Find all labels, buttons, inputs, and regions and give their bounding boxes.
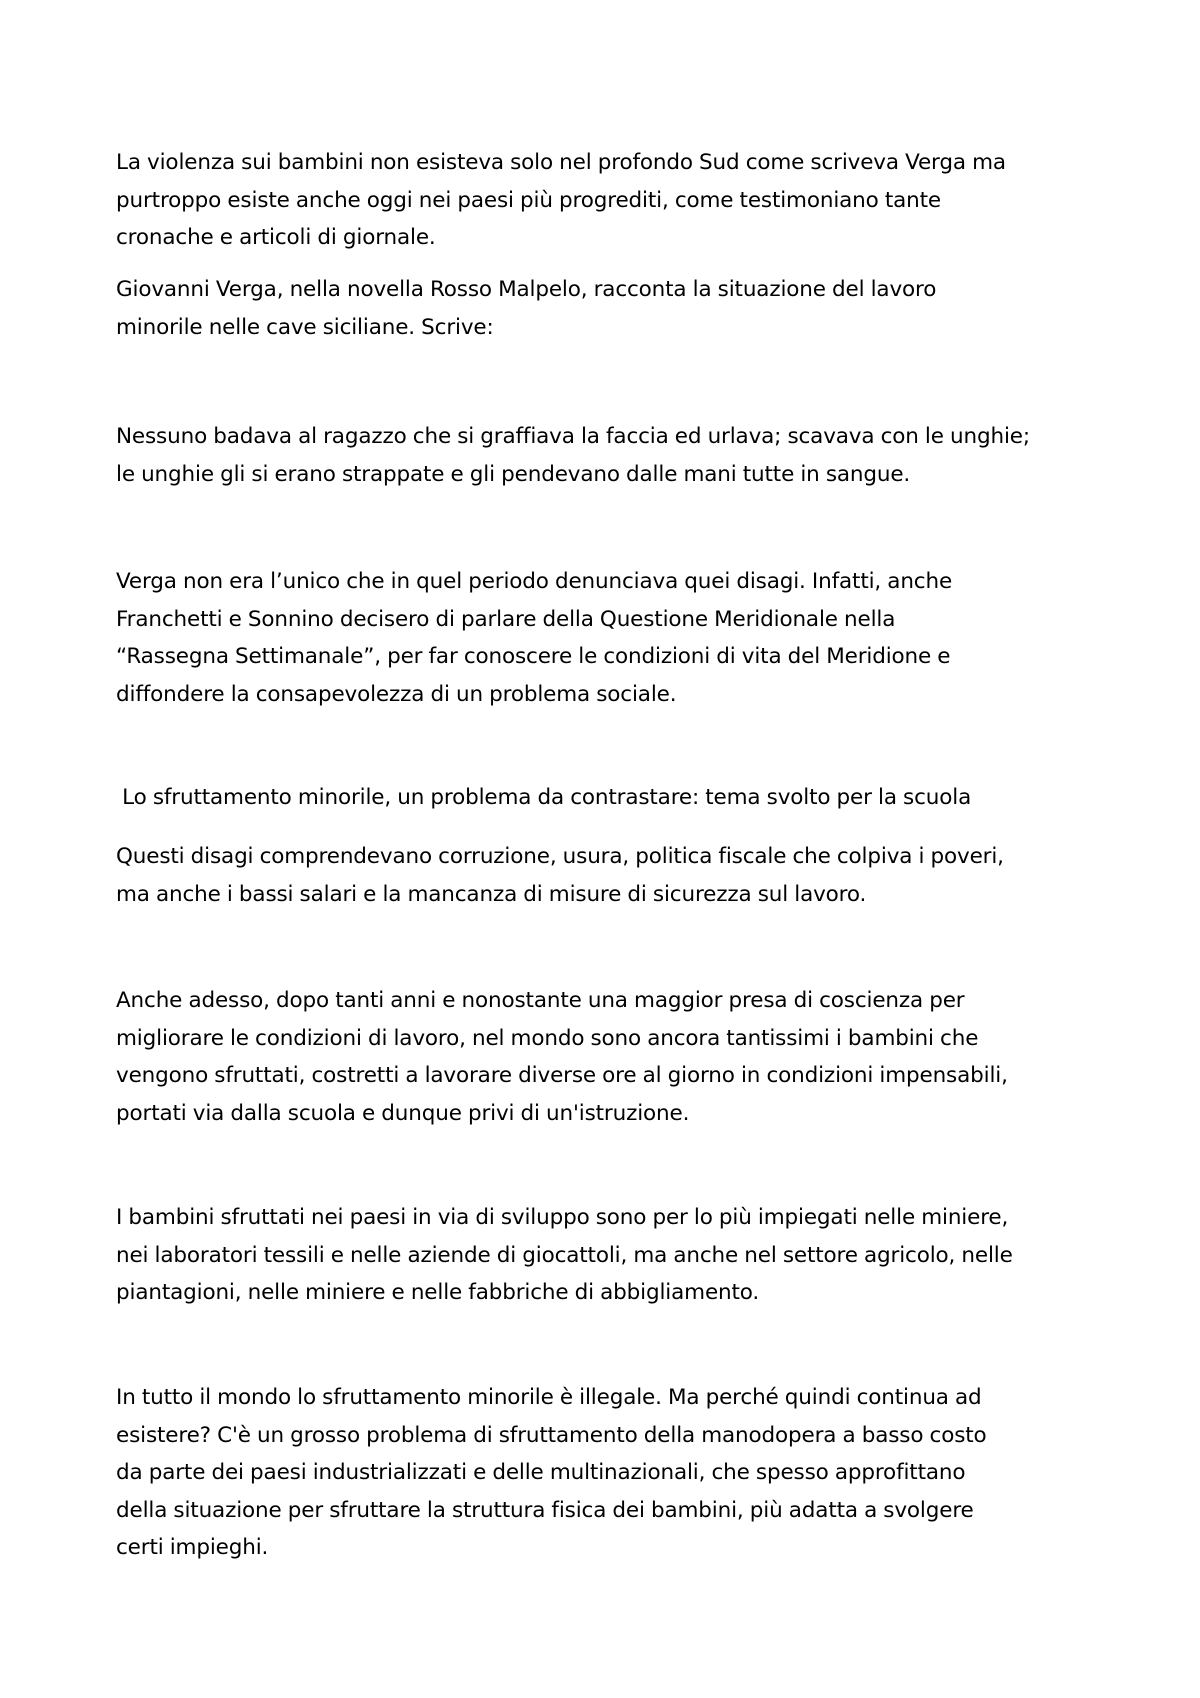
paragraph-bambini-sfruttati: [116, 1199, 1116, 1312]
text-line: Lo sfruttamento minorile, un problema da contrastare: tema svolto per la scuola: [116, 785, 972, 810]
text-line: purtroppo esiste anche oggi nei paesi più progrediti, come testimoniano tante: [116, 187, 941, 213]
text-line: nei laboratori tessili e nelle aziende di giocattoli, ma anche nel settore agricolo, nelle: [116, 1242, 1013, 1268]
text-line: I bambini sfruttati nei paesi in via di sviluppo sono per lo più impiegati nelle miniere,: [116, 1205, 1009, 1230]
paragraph-anche-adesso: [116, 982, 1116, 1132]
text-line: cronache e articoli di giornale.: [116, 225, 436, 250]
text-line: le unghie gli si erano strappate e gli pendevano dalle mani tutte in sangue.: [116, 461, 911, 487]
text-line: migliorare le condizioni di lavoro, nel mondo sono ancora tantissimi i bambini che: [116, 1025, 979, 1051]
text-line: piantagioni, nelle miniere e nelle fabbriche di abbigliamento.: [116, 1280, 760, 1305]
text-line: Anche adesso, dopo tanti anni e nonostante una maggior presa di coscienza per: [116, 988, 965, 1013]
paragraph-quote: [116, 418, 1116, 493]
paragraph-disagi: [116, 838, 1116, 913]
text-line: Verga non era l’unico che in quel periodo denunciava quei disagi. Infatti, anche: [116, 569, 953, 594]
text-line: minorile nelle cave siciliane. Scrive:: [116, 314, 494, 340]
text-line: Franchetti e Sonnino decisero di parlare della Questione Meridionale nella: [116, 606, 896, 632]
text-line: diffondere la consapevolezza di un problema sociale.: [116, 681, 677, 707]
text-line: portati via dalla scuola e dunque privi di un'istruzione.: [116, 1100, 690, 1126]
paragraph-illegale: [116, 1379, 1116, 1567]
text-line: vengono sfruttati, costretti a lavorare diverse ore al giorno in condizioni impensabili,: [116, 1063, 1008, 1088]
text-line: certi impieghi.: [116, 1535, 269, 1560]
text-line: La violenza sui bambini non esisteva solo nel profondo Sud come scriveva Verga ma: [116, 150, 1006, 175]
text-line: della situazione per sfruttare la struttura fisica dei bambini, più adatta a svolgere: [116, 1497, 974, 1523]
text-line: Giovanni Verga, nella novella Rosso Malpelo, racconta la situazione del lavoro: [116, 277, 937, 302]
paragraph-intro: [116, 144, 1116, 257]
paragraph-verga: [116, 271, 1116, 346]
text-line: Nessuno badava al ragazzo che si graffiava la faccia ed urlava; scavava con le unghie;: [116, 424, 1030, 449]
text-line: ma anche i bassi salari e la mancanza di misure di sicurezza sul lavoro.: [116, 881, 867, 907]
paragraph-title-line: [116, 779, 1116, 817]
text-line: “Rassegna Settimanale”, per far conoscere le condizioni di vita del Meridione e: [116, 644, 951, 669]
text-line: da parte dei paesi industrializzati e delle multinazionali, che spesso approfittano: [116, 1460, 966, 1485]
paragraph-franchetti: [116, 563, 1116, 713]
text-line: esistere? C'è un grosso problema di sfruttamento della manodopera a basso costo: [116, 1422, 987, 1448]
text-line: In tutto il mondo lo sfruttamento minorile è illegale. Ma perché quindi continua ad: [116, 1385, 982, 1410]
text-line: Questi disagi comprendevano corruzione, usura, politica fiscale che colpiva i poveri,: [116, 844, 1004, 869]
